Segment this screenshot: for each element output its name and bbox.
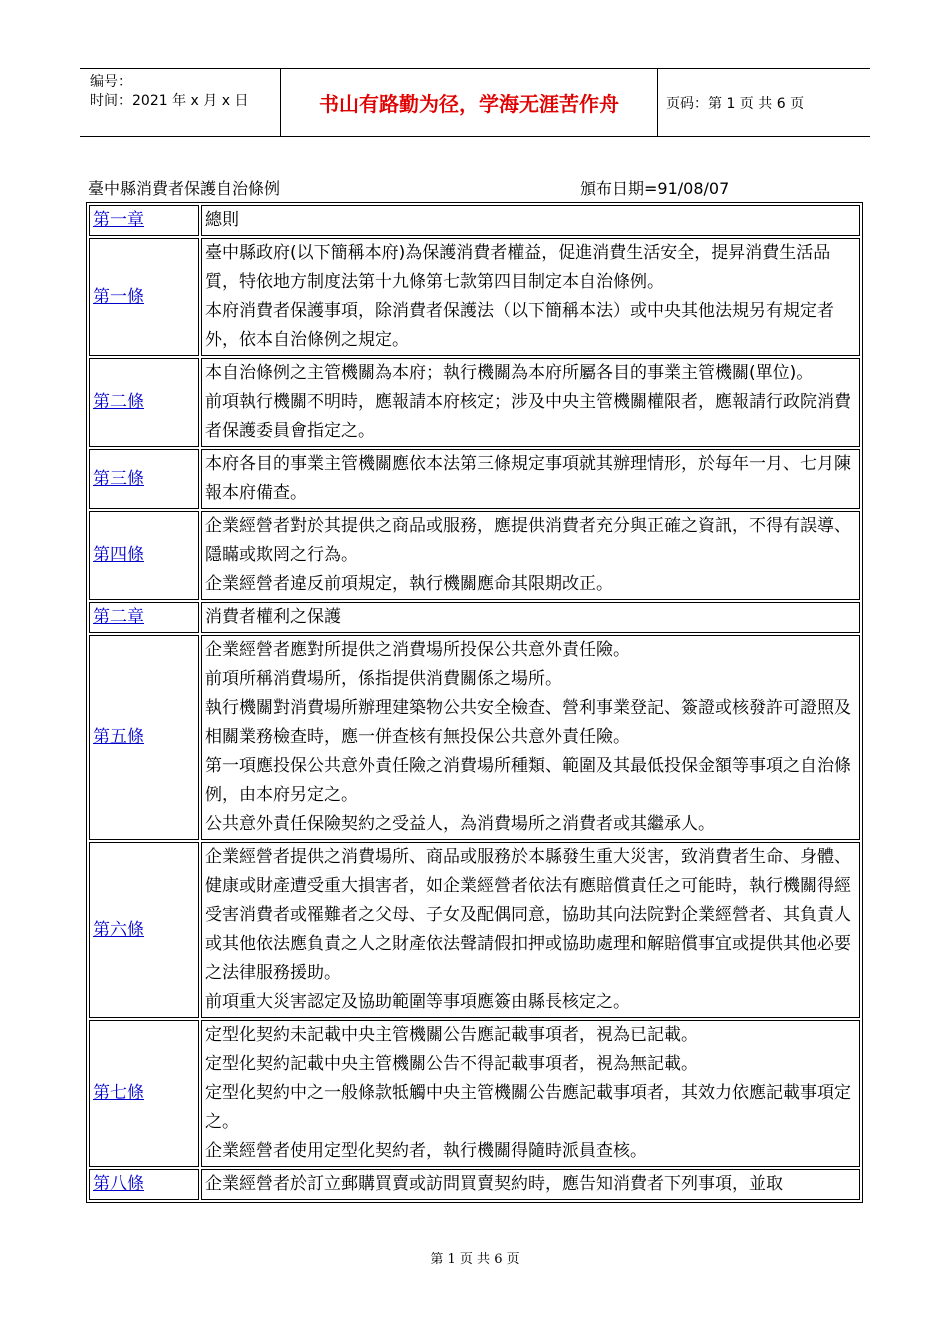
article-paragraph: 前項執行機關不明時，應報請本府核定；涉及中央主管機關權限者，應報請行政院消費者保護委員會指定之。 (205, 392, 851, 441)
article-paragraph: 前項重大災害認定及協助範圍等事項應簽由縣長核定之。 (205, 992, 630, 1012)
article-key-cell (89, 1169, 199, 1200)
table-row (89, 1020, 860, 1167)
article-link[interactable]: 第一條 (93, 286, 144, 307)
article-paragraph: 第一項應投保公共意外責任險之消費場所種類、範圍及其最低投保金額等事項之自治條例，由本府另定之。 (205, 756, 851, 805)
article-link[interactable]: 第七條 (93, 1083, 144, 1103)
article-paragraph: 前項所稱消費場所，係指提供消費關係之場所。 (205, 669, 562, 689)
table-row (89, 238, 860, 356)
promulgation-date: 頒布日期=91/08/07 (580, 179, 730, 198)
article-link[interactable]: 第一章 (93, 210, 144, 230)
article-key-cell (89, 511, 199, 600)
table-row (89, 358, 860, 447)
article-link[interactable]: 第四條 (93, 545, 144, 565)
article-link[interactable]: 第二章 (93, 607, 144, 627)
article-text-cell (201, 1020, 860, 1167)
article-key-cell (89, 635, 199, 840)
code-label: 编号： (90, 74, 132, 90)
article-key-cell (89, 238, 199, 356)
article-link[interactable]: 第五條 (93, 727, 144, 747)
article-key-cell (89, 205, 199, 236)
table-row (89, 205, 860, 236)
article-paragraph: 公共意外責任保險契約之受益人，為消費場所之消費者或其繼承人。 (205, 814, 715, 834)
table-row (89, 1169, 860, 1200)
article-paragraph: 執行機關對消費場所辦理建築物公共安全檢查、營利事業登記、簽證或核發許可證照及相關業務檢查時，應一併查核有無投保公共意外責任險。 (205, 698, 851, 747)
article-link[interactable]: 第八條 (93, 1174, 144, 1194)
header-meta (80, 69, 280, 136)
article-paragraph: 定型化契約記載中央主管機關公告不得記載事項者，視為無記載。 (205, 1054, 698, 1074)
article-paragraph: 總則 (205, 210, 239, 230)
article-text-cell (201, 842, 860, 1018)
article-text-cell (201, 1169, 860, 1200)
article-link[interactable]: 第二條 (93, 392, 144, 412)
article-text-cell (201, 511, 860, 600)
article-paragraph: 企業經營者提供之消費場所、商品或服務於本縣發生重大災害，致消費者生命、身體、健康或財產遭受重大損害者，如企業經營者依法有應賠償責任之可能時，執行機關得經受害消費者或罹難者之父母、子女及配偶同意，協助其向法院對企業經營者、其負責人或其他依法應負責之人之財產依法聲請假扣押或協助處理和解賠償事宜或提供其他必要之法律服務援助。 (205, 847, 851, 983)
article-paragraph: 本自治條例之主管機關為本府；執行機關為本府所屬各目的事業主管機關(單位)。 (205, 363, 814, 383)
page-footer: 第 1 页 共 6 页 (430, 1252, 520, 1267)
article-paragraph: 企業經營者於訂立郵購買賣或訪問買賣契約時，應告知消費者下列事項，並取 (205, 1174, 783, 1194)
table-row (89, 449, 860, 509)
article-key-cell (89, 602, 199, 633)
article-paragraph: 本府各目的事業主管機關應依本法第三條規定事項就其辦理情形，於每年一月、七月陳報本府備查。 (205, 454, 851, 503)
article-paragraph: 企業經營者對於其提供之商品或服務，應提供消費者充分與正確之資訊，不得有誤導、隱瞞或欺罔之行為。 (205, 516, 851, 565)
article-text-cell (201, 602, 860, 633)
article-paragraph: 定型化契約未記載中央主管機關公告應記載事項者，視為已記載。 (205, 1025, 698, 1045)
header-motto: 书山有路勤为径，学海无涯苦作舟 (280, 69, 658, 136)
article-text-cell (201, 635, 860, 840)
table-row (89, 511, 860, 600)
document-title: 臺中縣消費者保護自治條例 (88, 179, 281, 198)
table-row (89, 602, 860, 633)
article-key-cell (89, 1020, 199, 1167)
table-row (89, 842, 860, 1018)
document-header (80, 68, 870, 137)
article-text-cell (201, 238, 860, 356)
table-row (89, 635, 860, 840)
article-link[interactable]: 第三條 (93, 468, 144, 489)
article-paragraph: 定型化契約中之一般條款牴觸中央主管機關公告應記載事項者，其效力依應記載事項定之。 (205, 1083, 851, 1132)
regulation-table (86, 202, 863, 1203)
article-paragraph: 企業經營者應對所提供之消費場所投保公共意外責任險。 (205, 640, 630, 660)
article-key-cell (89, 842, 199, 1018)
header-page-info: 页码：第 1 页 共 6 页 (666, 95, 805, 112)
article-paragraph: 本府消費者保護事項，除消費者保護法（以下簡稱本法）或中央其他法規另有規定者外，依本自治條例之規定。 (205, 301, 834, 350)
article-text-cell (201, 449, 860, 509)
article-paragraph: 臺中縣政府(以下簡稱本府)為保護消費者權益，促進消費生活安全，提昇消費生活品質，特依地方制度法第十九條第七款第四目制定本自治條例。 (205, 243, 831, 292)
article-text-cell (201, 358, 860, 447)
article-paragraph: 企業經營者使用定型化契約者，執行機關得隨時派員查核。 (205, 1141, 647, 1161)
article-paragraph: 消費者權利之保護 (205, 607, 341, 627)
article-key-cell (89, 358, 199, 447)
article-text-cell (201, 205, 860, 236)
article-key-cell (89, 449, 199, 509)
time-label: 时间：2021 年 x 月 x 日 (90, 93, 249, 109)
article-link[interactable]: 第六條 (93, 919, 144, 940)
article-paragraph: 企業經營者違反前項規定，執行機關應命其限期改正。 (205, 574, 613, 594)
